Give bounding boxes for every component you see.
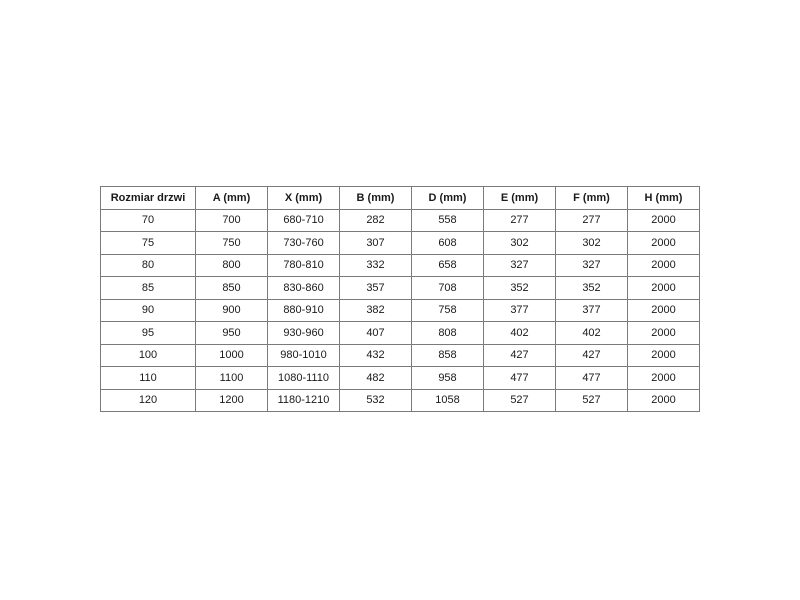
table-row bbox=[101, 209, 700, 232]
table-cell: 800 bbox=[196, 254, 268, 277]
table-cell: 2000 bbox=[628, 232, 700, 255]
table-cell: 377 bbox=[556, 299, 628, 322]
table-cell: 120 bbox=[101, 389, 196, 412]
column-header-f: F (mm) bbox=[556, 187, 628, 210]
table-cell: 402 bbox=[556, 322, 628, 345]
column-header-h: H (mm) bbox=[628, 187, 700, 210]
table-cell: 70 bbox=[101, 209, 196, 232]
table-cell: 527 bbox=[556, 389, 628, 412]
table-cell: 558 bbox=[412, 209, 484, 232]
table-cell: 282 bbox=[340, 209, 412, 232]
table-cell: 327 bbox=[556, 254, 628, 277]
table-cell: 482 bbox=[340, 367, 412, 390]
table-row bbox=[101, 389, 700, 412]
table-cell: 377 bbox=[484, 299, 556, 322]
table-cell: 302 bbox=[556, 232, 628, 255]
table-row bbox=[101, 232, 700, 255]
door-dimensions-table bbox=[100, 186, 700, 412]
table-cell: 2000 bbox=[628, 254, 700, 277]
table-cell: 2000 bbox=[628, 322, 700, 345]
table-cell: 2000 bbox=[628, 344, 700, 367]
table-cell: 302 bbox=[484, 232, 556, 255]
table-cell: 850 bbox=[196, 277, 268, 300]
column-header-b: B (mm) bbox=[340, 187, 412, 210]
table-cell: 95 bbox=[101, 322, 196, 345]
table-cell: 100 bbox=[101, 344, 196, 367]
table-cell: 730-760 bbox=[268, 232, 340, 255]
table-cell: 1180-1210 bbox=[268, 389, 340, 412]
table-cell: 1058 bbox=[412, 389, 484, 412]
table-cell: 527 bbox=[484, 389, 556, 412]
table-cell: 357 bbox=[340, 277, 412, 300]
table-cell: 980-1010 bbox=[268, 344, 340, 367]
column-header-x: X (mm) bbox=[268, 187, 340, 210]
table-cell: 2000 bbox=[628, 299, 700, 322]
table-cell: 1200 bbox=[196, 389, 268, 412]
table-cell: 407 bbox=[340, 322, 412, 345]
table-row bbox=[101, 254, 700, 277]
table-header-row bbox=[101, 187, 700, 210]
table-cell: 950 bbox=[196, 322, 268, 345]
table-cell: 382 bbox=[340, 299, 412, 322]
table-cell: 958 bbox=[412, 367, 484, 390]
table-cell: 90 bbox=[101, 299, 196, 322]
column-header-e: E (mm) bbox=[484, 187, 556, 210]
table-cell: 277 bbox=[484, 209, 556, 232]
table-cell: 2000 bbox=[628, 367, 700, 390]
table-cell: 352 bbox=[484, 277, 556, 300]
table-cell: 327 bbox=[484, 254, 556, 277]
table-cell: 85 bbox=[101, 277, 196, 300]
table-cell: 307 bbox=[340, 232, 412, 255]
table-cell: 80 bbox=[101, 254, 196, 277]
table-cell: 758 bbox=[412, 299, 484, 322]
table-cell: 427 bbox=[484, 344, 556, 367]
table-cell: 750 bbox=[196, 232, 268, 255]
table-cell: 277 bbox=[556, 209, 628, 232]
table-cell: 2000 bbox=[628, 277, 700, 300]
table-row bbox=[101, 344, 700, 367]
table-cell: 808 bbox=[412, 322, 484, 345]
table-cell: 2000 bbox=[628, 209, 700, 232]
table-cell: 432 bbox=[340, 344, 412, 367]
table-cell: 1000 bbox=[196, 344, 268, 367]
table-cell: 2000 bbox=[628, 389, 700, 412]
table-cell: 477 bbox=[556, 367, 628, 390]
table-row bbox=[101, 367, 700, 390]
table-row bbox=[101, 277, 700, 300]
column-header-a: A (mm) bbox=[196, 187, 268, 210]
table-row bbox=[101, 322, 700, 345]
table-cell: 780-810 bbox=[268, 254, 340, 277]
table-cell: 332 bbox=[340, 254, 412, 277]
table-cell: 900 bbox=[196, 299, 268, 322]
table-cell: 1100 bbox=[196, 367, 268, 390]
table-cell: 352 bbox=[556, 277, 628, 300]
table-cell: 830-860 bbox=[268, 277, 340, 300]
table-cell: 680-710 bbox=[268, 209, 340, 232]
table-cell: 427 bbox=[556, 344, 628, 367]
table-cell: 880-910 bbox=[268, 299, 340, 322]
table-cell: 402 bbox=[484, 322, 556, 345]
table-cell: 608 bbox=[412, 232, 484, 255]
table-cell: 658 bbox=[412, 254, 484, 277]
table-cell: 708 bbox=[412, 277, 484, 300]
table-cell: 858 bbox=[412, 344, 484, 367]
table-cell: 532 bbox=[340, 389, 412, 412]
table-cell: 75 bbox=[101, 232, 196, 255]
table-cell: 110 bbox=[101, 367, 196, 390]
column-header-door-size: Rozmiar drzwi bbox=[101, 187, 196, 210]
table-cell: 1080-1110 bbox=[268, 367, 340, 390]
table-cell: 930-960 bbox=[268, 322, 340, 345]
table-cell: 477 bbox=[484, 367, 556, 390]
table-cell: 700 bbox=[196, 209, 268, 232]
column-header-d: D (mm) bbox=[412, 187, 484, 210]
table-row bbox=[101, 299, 700, 322]
